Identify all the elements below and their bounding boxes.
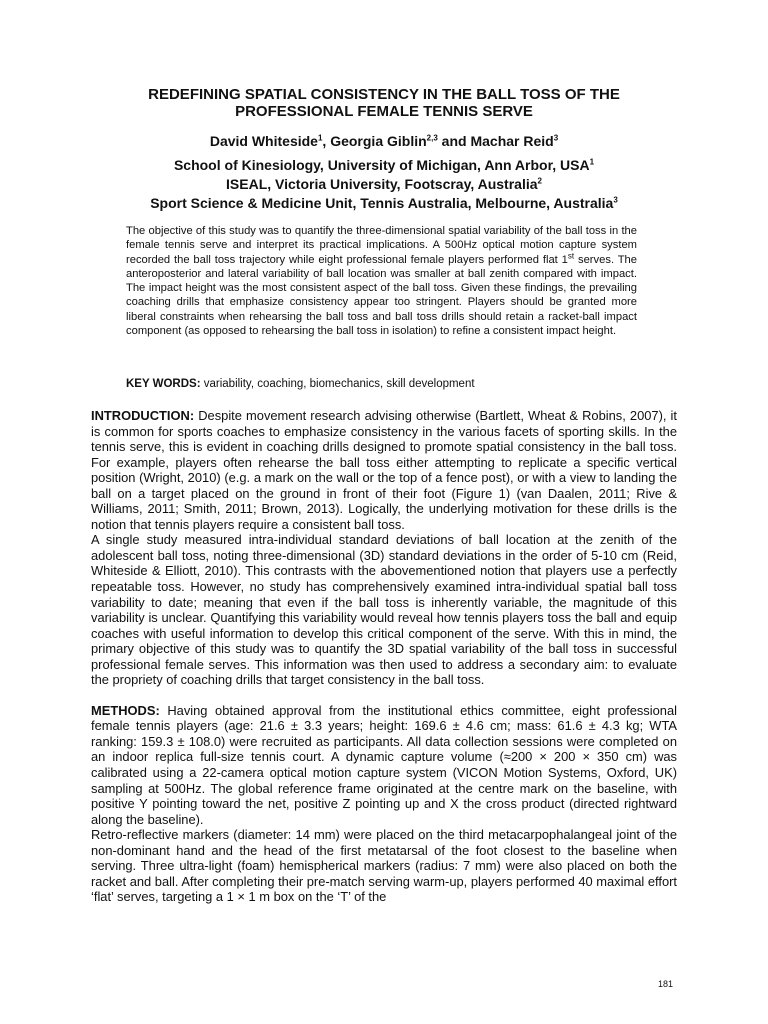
methods-text-1: Having obtained approval from the institutional ethics committee, eight professional female tennis players (age: 21.6 ± 3.3 years; height: 169.6 ± 4.6 cm; mass: 61.6 ± 4.3 kg; WTA ranking: 159.3 ± 108.0) were recruited as participants. All data collection sessions were completed on an indoor replica full-size tennis court. A dynamic capture volume (≈200 × 200 × 350 cm) was calibrated using a 22-camera optical motion capture system (VICON Motion Systems, Oxford, UK) sampling at 500Hz. The global reference frame originated at the centre mark on the baseline, with positive Y pointing toward the net, positive Z pointing up and X the cross product (directed rightward along the baseline). xyxy=(91,702,677,827)
author-3: Machar Reid xyxy=(470,133,554,149)
methods-heading: METHODS: xyxy=(91,702,160,718)
title-line-2: PROFESSIONAL FEMALE TENNIS SERVE xyxy=(235,103,533,120)
keywords xyxy=(126,377,646,391)
introduction-text-1: Despite movement research advising otherwise (Bartlett, Wheat & Robins, 2007), it is common for sports coaches to emphasize consistency in the various facets of sporting skills. In the tennis serve, this is evident in coaching drills designed to promote spatial consistency in the ball toss. For example, players often rehearse the ball toss either attempting to replicate a specific vertical position (Wright, 2010) (e.g. a mark on the wall or the top of a fence post), or with a view to landing the ball on a target placed on the ground in front of their foot (Figure 1) (van Daalen, 2011; Rive & Williams, 2011; Smith, 2011; Brown, 2013). Logically, the underlying motivation for these drills is the notion that tennis players require a consistent ball toss. xyxy=(91,408,677,532)
abstract-text-part-1: The objective of this study was to quantify the three-dimensional spatial variability of the ball toss in the female tennis serve and interpret its practical implications. A 500Hz optical motion capture system recorded the ball toss trajectory while eight professional female players performed flat 1 xyxy=(126,225,637,266)
affiliation-marker: 1 xyxy=(589,157,595,167)
title-line-1: REDEFINING SPATIAL CONSISTENCY IN THE BALL TOSS OF THE xyxy=(148,86,620,103)
page-number: 181 xyxy=(658,979,674,989)
affiliation-list xyxy=(60,156,708,213)
author-separator: and xyxy=(437,133,471,149)
affiliation-text: School of Kinesiology, University of Michigan, Ann Arbor, USA xyxy=(173,157,590,173)
affiliation-2 xyxy=(60,175,708,194)
body-text xyxy=(91,408,677,905)
abstract-superscript: st xyxy=(567,250,575,260)
author-3-affiliation: 3 xyxy=(553,133,559,143)
paper-title xyxy=(90,86,678,120)
author-separator: , xyxy=(322,133,331,149)
methods-paragraph-1 xyxy=(91,703,677,827)
keywords-label: KEY WORDS: xyxy=(126,378,201,390)
affiliation-1 xyxy=(60,156,708,175)
introduction-paragraph-1 xyxy=(91,408,677,532)
affiliation-marker: 3 xyxy=(613,195,618,205)
affiliation-text: Sport Science & Medicine Unit, Tennis Australia, Melbourne, Australia xyxy=(150,195,614,211)
author-list xyxy=(60,133,708,150)
abstract xyxy=(126,224,637,338)
affiliation-marker: 2 xyxy=(537,176,542,186)
methods-paragraph-2: Retro-reflective markers (diameter: 14 mm) were placed on the third metacarpophalangeal joint of the non-dominant hand and the head of the first metatarsal of the foot closest to the baseline when serving. Three ultra-light (foam) hemispherical markers (radius: 7 mm) were also placed on both the racket and ball. After completing their pre-match serving warm-up, players performed 40 maximal effort ‘flat’ serves, targeting a 1 × 1 m box on the ‘T’ of the xyxy=(91,827,677,905)
author-2: Georgia Giblin xyxy=(330,133,427,149)
author-1-affiliation: 1 xyxy=(317,133,323,143)
affiliation-3 xyxy=(60,194,708,213)
abstract-text-part-2: serves. The anteroposterior and lateral variability of ball location was smaller at ball zenith compared with impact. The impact height was the most consistent aspect of the ball toss. Given these findings, the prevailing coaching drills that emphasize consistency appear too stringent. Players should be granted more liberal constraints when rehearsing the ball toss and ball toss drills should retain a racket-ball impact component (as opposed to rehearsing the ball toss in isolation) to refine a consistent impact height. xyxy=(126,253,637,338)
introduction-heading: INTRODUCTION: xyxy=(91,408,195,423)
author-1: David Whiteside xyxy=(209,133,318,149)
keywords-text: variability, coaching, biomechanics, skill development xyxy=(200,378,475,390)
author-2-affiliation: 2,3 xyxy=(426,133,438,143)
affiliation-text: ISEAL, Victoria University, Footscray, Australia xyxy=(226,176,538,192)
introduction-paragraph-2: A single study measured intra-individual standard deviations of ball location at the zenith of the adolescent ball toss, noting three-dimensional (3D) standard deviations in the order of 5-10 cm (Reid, Whiteside & Elliott, 2010). This contrasts with the abovementioned notion that players use a perfectly repeatable toss. However, no study has comprehensively examined intra-individual spatial ball toss variability to date; meaning that even if the ball toss is inherently variable, the magnitude of this variability is unclear. Quantifying this variability would reveal how tennis players toss the ball and equip coaches with useful information to develop this critical component of the serve. With this in mind, the primary objective of this study was to quantify the 3D spatial variability of the ball toss in successful professional female serves. This information was then used to address a secondary aim: to evaluate the propriety of coaching drills that target consistency in the ball toss. xyxy=(91,532,677,688)
